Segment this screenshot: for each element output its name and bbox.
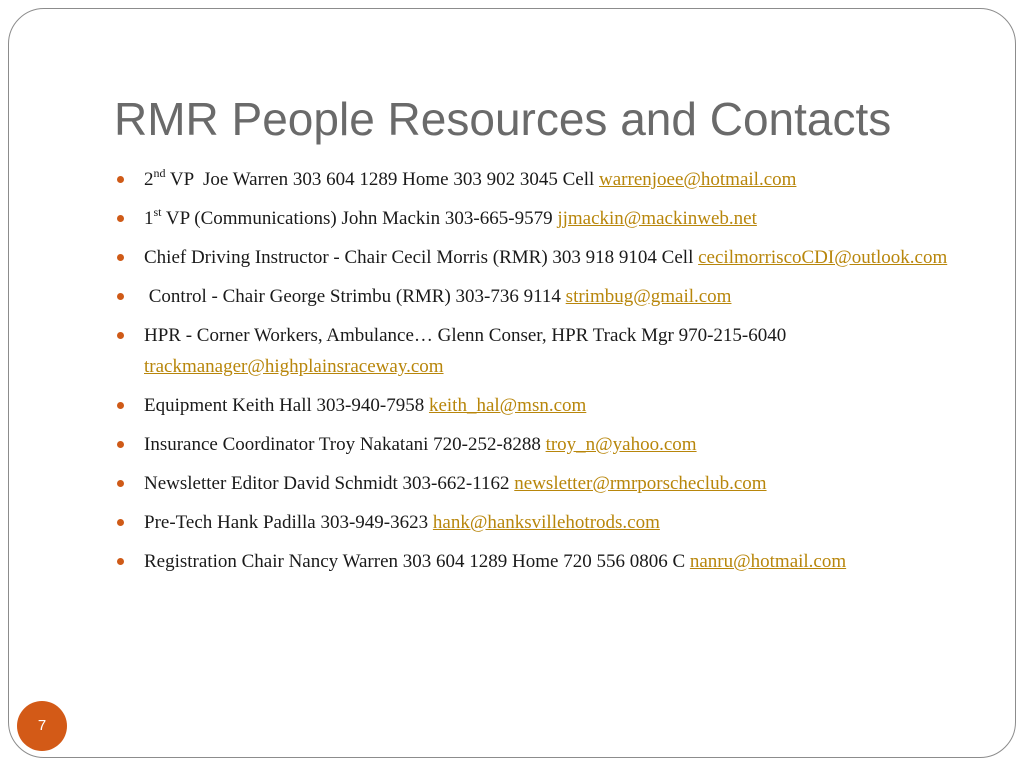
contact-text: 2nd VP Joe Warren 303 604 1289 Home 303 902 3045 Cell xyxy=(144,165,600,190)
contact-item xyxy=(114,429,984,460)
contact-text: Pre-Tech Hank Padilla 303-949-3623 xyxy=(144,512,433,533)
contact-item xyxy=(114,203,984,234)
contact-email-link[interactable]: trackmanager@highplainsraceway.com xyxy=(144,356,444,377)
contact-item xyxy=(114,390,984,421)
contact-text: Chief Driving Instructor - Chair Cecil Morris (RMR) 303 918 9104 Cell xyxy=(144,247,699,268)
contact-email-link[interactable]: troy_n@yahoo.com xyxy=(545,434,697,455)
contact-text: 1st VP (Communications) John Mackin 303-665-9579 xyxy=(144,204,558,229)
page-number-badge: 7 xyxy=(17,701,67,751)
contact-email-link[interactable]: cecilmorriscoCDI@outlook.com xyxy=(698,247,948,268)
contact-email-link[interactable]: strimbug@gmail.com xyxy=(565,286,732,307)
contact-item xyxy=(114,164,984,195)
contact-item xyxy=(114,320,984,382)
contact-item xyxy=(114,281,984,312)
bullet-icon xyxy=(117,558,124,565)
contact-item xyxy=(114,507,984,538)
bullet-icon xyxy=(117,176,124,183)
contact-text: Control - Chair George Strimbu (RMR) 303-736 9114 xyxy=(144,286,566,307)
contact-item xyxy=(114,468,984,499)
contact-email-link[interactable]: warrenjoee@hotmail.com xyxy=(599,169,797,190)
contact-text: Registration Chair Nancy Warren 303 604 1289 Home 720 556 0806 C xyxy=(144,551,690,572)
contact-email-link[interactable]: hank@hanksvillehotrods.com xyxy=(432,512,660,533)
contact-text: HPR - Corner Workers, Ambulance… Glenn Conser, HPR Track Mgr 970-215-6040 xyxy=(144,325,792,346)
contact-text: Equipment Keith Hall 303-940-7958 xyxy=(144,395,429,416)
contact-item xyxy=(114,242,984,273)
contact-text: Newsletter Editor David Schmidt 303-662-1162 xyxy=(144,473,515,494)
contact-list xyxy=(114,164,984,585)
contact-email-link[interactable]: nanru@hotmail.com xyxy=(689,551,847,572)
slide-title: RMR People Resources and Contacts xyxy=(114,93,892,145)
bullet-icon xyxy=(117,402,124,409)
contact-email-link[interactable]: jjmackin@mackinweb.net xyxy=(557,208,757,229)
bullet-icon xyxy=(117,519,124,526)
bullet-icon xyxy=(117,332,124,339)
bullet-icon xyxy=(117,441,124,448)
bullet-icon xyxy=(117,254,124,261)
bullet-icon xyxy=(117,480,124,487)
bullet-icon xyxy=(117,293,124,300)
bullet-icon xyxy=(117,215,124,222)
contact-item xyxy=(114,546,984,577)
contact-email-link[interactable]: newsletter@rmrporscheclub.com xyxy=(514,473,767,494)
contact-email-link[interactable]: keith_hal@msn.com xyxy=(428,395,587,416)
contact-text: Insurance Coordinator Troy Nakatani 720-252-8288 xyxy=(144,434,546,455)
